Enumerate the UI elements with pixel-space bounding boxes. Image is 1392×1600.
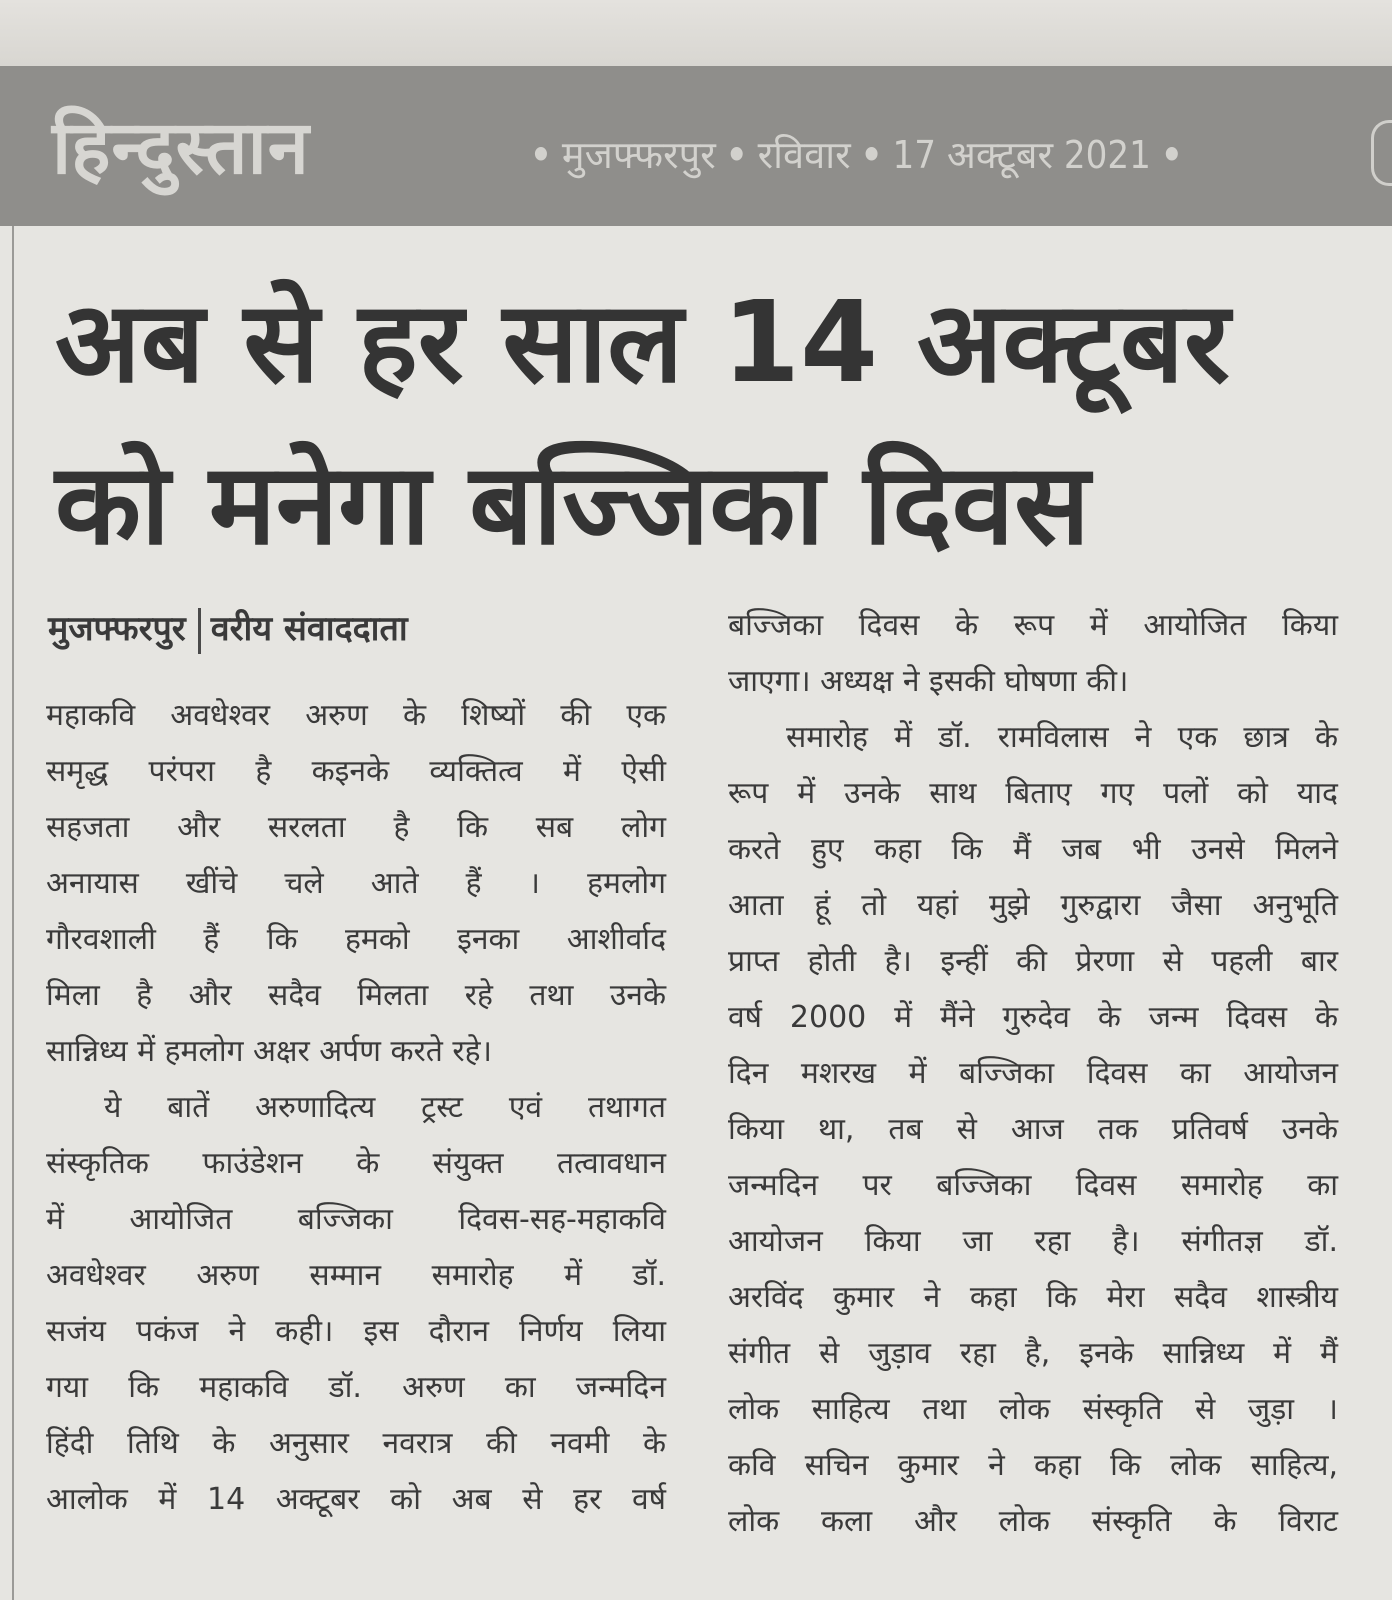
headline-line-2: को मनेगा बज्जिका दिवस	[55, 440, 1090, 570]
edition-city: मुजफ्फरपुर	[561, 133, 716, 177]
text-line: करते हुए कहा कि मैं जब भी उनसे मिलने	[728, 832, 1338, 867]
article-headline	[55, 262, 1365, 586]
text-line: मिला है और सदैव मिलता रहे तथा उनके	[46, 978, 666, 1013]
article-byline	[48, 604, 408, 654]
text-line: प्राप्त होती है। इन्हीं की प्रेरणा से पहली बार	[728, 944, 1338, 979]
headline-line-1: अब से हर साल 14 अक्टूबर	[55, 278, 1230, 408]
newspaper-name: हिन्दुस्तान	[52, 105, 310, 191]
text-line: लोक कला और लोक संस्कृति के विराट	[728, 1504, 1338, 1539]
text-line: लोक साहित्य तथा लोक संस्कृति से जुड़ा ।	[728, 1392, 1338, 1427]
byline-separator	[198, 608, 201, 654]
text-line: संगीत से जुड़ाव रहा है, इनके सान्निध्य में मैं	[728, 1336, 1338, 1371]
text-line: जाएगा। अध्यक्ष ने इसकी घोषणा की।	[728, 664, 1129, 699]
byline-reporter: वरीय संवाददाता	[210, 609, 408, 649]
text-line: आता हूं तो यहां मुझे गुरुद्वारा जैसा अनुभूति	[728, 888, 1338, 923]
edition-info	[520, 128, 1193, 180]
bullet-dot: •	[1160, 133, 1183, 177]
text-line: रूप में उनके साथ बिताए गए पलों को याद	[728, 776, 1338, 811]
text-line: सान्निध्य में हमलोग अक्षर अर्पण करते रहे।	[46, 1034, 492, 1069]
text-line: आलोक में 14 अक्टूबर को अब से हर वर्ष	[46, 1482, 666, 1517]
text-line: जन्मदिन पर बज्जिका दिवस समारोह का	[728, 1168, 1338, 1203]
text-line: सहजता और सरलता है कि सब लोग	[46, 810, 666, 845]
text-line: कवि सचिन कुमार ने कहा कि लोक साहित्य,	[728, 1448, 1338, 1483]
text-line: समृद्ध परंपरा है कइनके व्यक्तित्व में ऐसी	[46, 754, 666, 789]
text-line: अरविंद कुमार ने कहा कि मेरा सदैव शास्त्रीय	[728, 1280, 1338, 1315]
text-line: गौरवशाली हैं कि हमको इनका आशीर्वाद	[46, 922, 666, 957]
text-line: महाकवि अवधेश्वर अरुण के शिष्यों की एक	[46, 698, 666, 733]
text-line: ये बातें अरुणादित्य ट्रस्ट एवं तथागत	[104, 1090, 666, 1125]
text-line: गया कि महाकवि डॉ. अरुण का जन्मदिन	[46, 1370, 666, 1405]
article-column-right	[728, 598, 1338, 1550]
page-top-margin	[0, 0, 1392, 66]
byline-place: मुजफ्फरपुर	[48, 609, 186, 649]
edition-date: 17 अक्टूबर 2021	[892, 133, 1151, 177]
text-line: हिंदी तिथि के अनुसार नवरात्र की नवमी के	[46, 1426, 666, 1461]
text-line: आयोजन किया जा रहा है। संगीतज्ञ डॉ.	[728, 1224, 1338, 1259]
column-edge-rule	[12, 226, 14, 1600]
masthead-band	[0, 66, 1392, 226]
masthead-ornament	[1371, 120, 1392, 186]
text-line: समारोह में डॉ. रामविलास ने एक छात्र के	[786, 720, 1338, 755]
text-line: सजंय पकंज ने कही। इस दौरान निर्णय लिया	[46, 1314, 666, 1349]
text-line: दिन मशरख में बज्जिका दिवस का आयोजन	[728, 1056, 1338, 1091]
bullet-dot: •	[725, 133, 748, 177]
text-line: अवधेश्वर अरुण सम्मान समारोह में डॉ.	[46, 1258, 666, 1293]
text-line: वर्ष 2000 में मैंने गुरुदेव के जन्म दिवस के	[728, 1000, 1338, 1035]
newspaper-page	[0, 226, 1392, 1600]
text-line: बज्जिका दिवस के रूप में आयोजित किया	[728, 608, 1338, 643]
article-column-left	[46, 688, 666, 1528]
bullet-dot: •	[530, 133, 552, 177]
bullet-dot: •	[860, 133, 883, 177]
text-line: संस्कृतिक फाउंडेशन के संयुक्त तत्वावधान	[46, 1146, 666, 1181]
text-line: किया था, तब से आज तक प्रतिवर्ष उनके	[728, 1112, 1338, 1147]
text-line: अनायास खींचे चले आते हैं । हमलोग	[46, 866, 666, 901]
edition-day: रविवार	[757, 133, 851, 177]
text-line: में आयोजित बज्जिका दिवस-सह-महाकवि	[46, 1202, 666, 1237]
